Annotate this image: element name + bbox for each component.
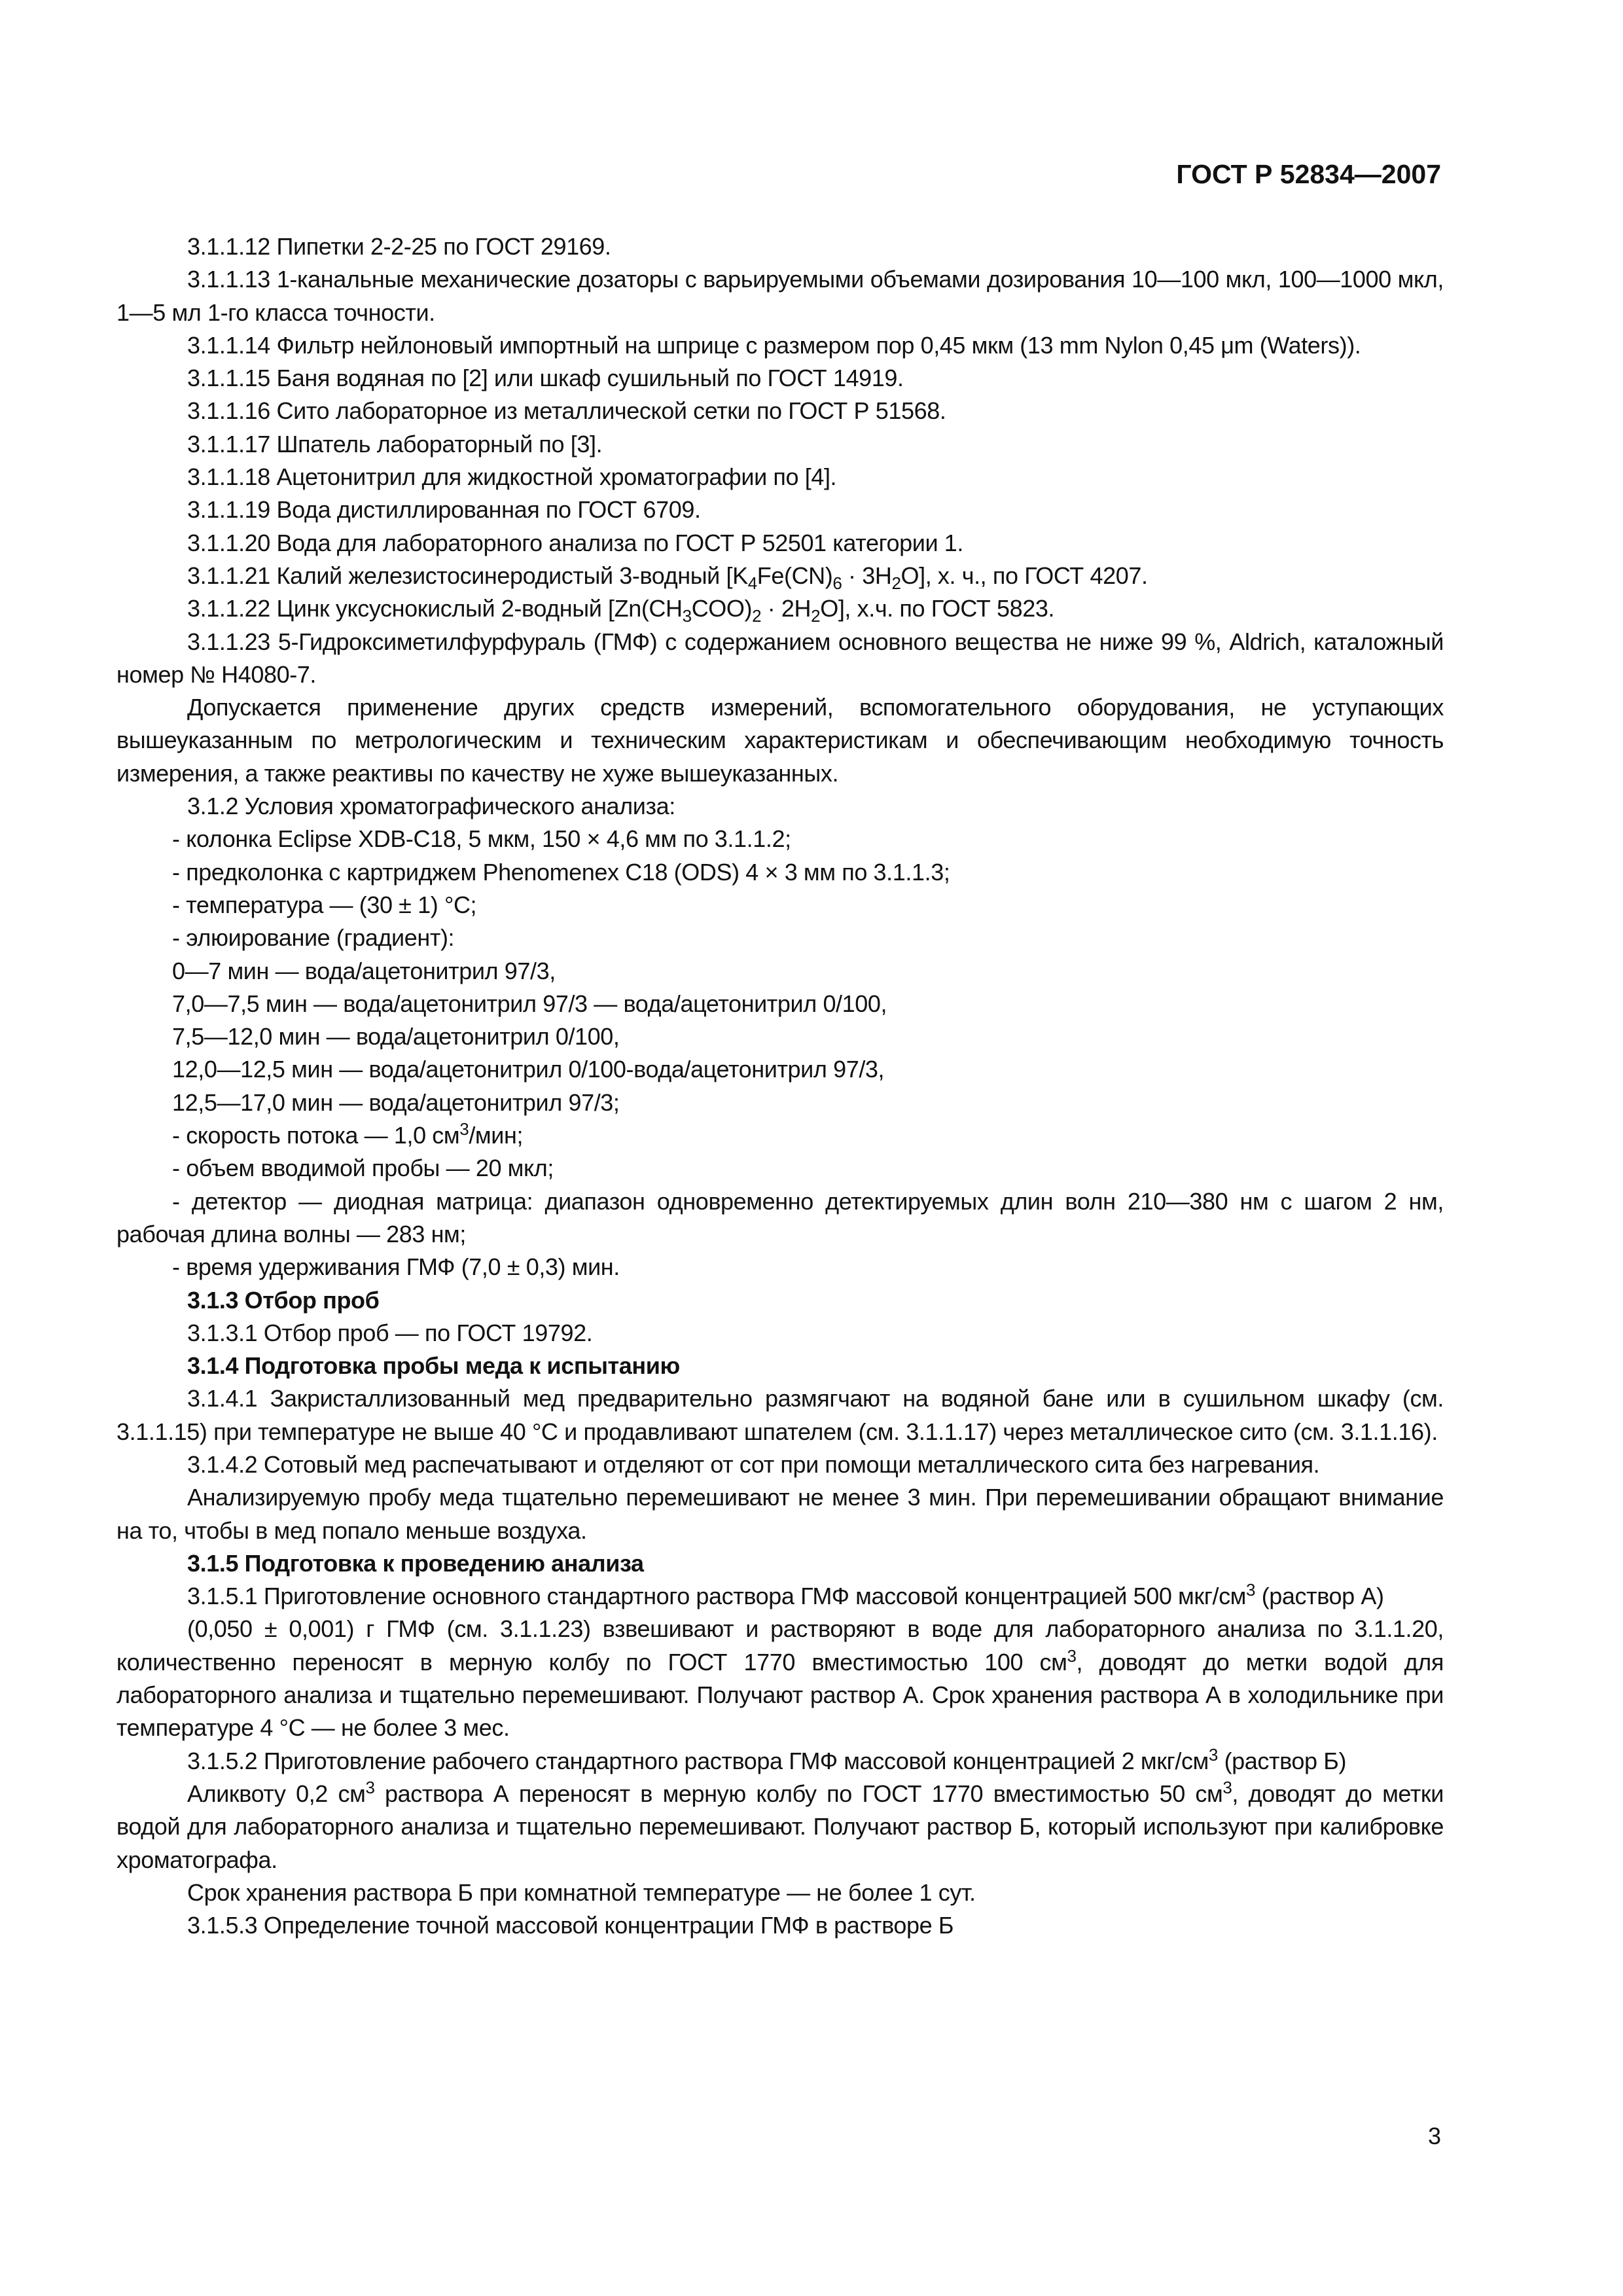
document-body [116, 230, 1444, 1942]
analysis-heading: 3.1.5 Подготовка к проведению анализа [187, 1549, 644, 1577]
sampling-heading: 3.1.3 Отбор проб [187, 1286, 380, 1314]
condition-detector: - детектор — диодная матрица: диапазон одновременно детектируемых длин волн 210—380 нм с шагом 2 нм, рабочая длина волны — 283 нм; [116, 1187, 1444, 1247]
analysis-paragraph-6: 3.1.5.3 Определение точной массовой концентрации ГМФ в растворе Б [187, 1912, 954, 1939]
item-3-1-1-12: 3.1.1.12 Пипетки 2-2-25 по ГОСТ 29169. [187, 233, 611, 260]
gradient-step: 0—7 мин — вода/ацетонитрил 97/3, [172, 957, 556, 984]
analysis-paragraph-3: 3.1.5.2 Приготовление рабочего стандартного раствора ГМФ массовой концентрацией 2 мкг/$см^3$ (раствор Б) [187, 1744, 1347, 1774]
condition-retention-time: - время удерживания ГМФ (7,0 ± 0,3) мин. [172, 1253, 620, 1281]
condition-elution: - элюирование (градиент): [172, 924, 455, 952]
analysis-paragraph-5: Срок хранения раствора Б при комнатной температуре — не более 1 сут. [187, 1878, 976, 1906]
item-3-1-1-23: 3.1.1.23 5-Гидроксиметилфурфураль (ГМФ) с содержанием основного вещества не ниже 99 %, Aldrich, каталожный номер № H4080-7. [116, 628, 1444, 688]
page-number: 3 [1427, 2123, 1441, 2149]
item-3-1-1-16: 3.1.1.16 Сито лабораторное из металлической сетки по ГОСТ Р 51568. [187, 397, 946, 425]
item-3-1-1-15: 3.1.1.15 Баня водяная по [2] или шкаф сушильный по ГОСТ 14919. [187, 365, 904, 392]
gradient-step: 7,0—7,5 мин — вода/ацетонитрил 97/3 — вода/ацетонитрил 0/100, [172, 990, 887, 1017]
preparation-paragraph-3: Анализируемую пробу меда тщательно перемешивают не менее 3 мин. При перемешивании обращают внимание на то, чтобы в мед попало меньше воздуха. [116, 1484, 1444, 1544]
analysis-paragraph-4: Аликвоту 0,2 $см^3$ раствора А переносят в мерную колбу по ГОСТ 1770 вместимостью 50 $см^3$, доводят до метки водой для лабораторного анализа и тщательно перемешивают. Получают раствор Б, который используют при калибровке хроматографа. [116, 1777, 1444, 1873]
item-3-1-1-17: 3.1.1.17 Шпатель лабораторный по [3]. [187, 430, 603, 457]
condition-injection-volume: - объем вводимой пробы — 20 мкл; [172, 1155, 554, 1182]
item-3-1-1-19: 3.1.1.19 Вода дистиллированная по ГОСТ 6709. [187, 496, 701, 524]
preparation-heading: 3.1.4 Подготовка пробы меда к испытанию [187, 1352, 680, 1380]
item-3-1-1-13: 3.1.1.13 1-канальные механические дозаторы с варьируемыми объемами дозирования 10—100 мкл, 100—1000 мкл, 1—5 мл 1-го класса точности. [116, 266, 1444, 326]
analysis-paragraph-2: (0,050 ± 0,001) г ГМФ (см. 3.1.1.23) взвешивают и растворяют в воде для лабораторного анализа по 3.1.1.20, количественно переносят в мерную колбу по ГОСТ 1770 вместимостью 100 $см^3$, доводят до метки водой для лабораторного анализа и тщательно перемешивают. Получают раствор А. Срок хранения раствора А в холодильнике при температуре 4 °C — не более 3 мес. [116, 1615, 1444, 1742]
gradient-step: 12,0—12,5 мин — вода/ацетонитрил 0/100-вода/ацетонитрил 97/3, [172, 1056, 885, 1083]
analysis-paragraph-1: 3.1.5.1 Приготовление основного стандартного раствора ГМФ массовой концентрацией 500 мкг/$см^3$ (раствор А) [187, 1580, 1384, 1610]
gradient-step: 12,5—17,0 мин — вода/ацетонитрил 97/3; [172, 1088, 620, 1116]
item-3-1-1-21: 3.1.1.21 Калий железистосинеродистый 3-водный $[K_4Fe(CN)_6 \cdot 3H_2O]$, х. ч., по ГОСТ 4207. [187, 562, 1148, 594]
item-3-1-1-20: 3.1.1.20 Вода для лабораторного анализа по ГОСТ Р 52501 категории 1. [187, 529, 963, 556]
item-3-1-1-22: 3.1.1.22 Цинк уксуснокислый 2-водный $[Zn(CH_3COO)_2 \cdot 2H_2O]$, х.ч. по ГОСТ 5823. [187, 595, 1055, 626]
item-3-1-1-14: 3.1.1.14 Фильтр нейлоновый импортный на шприце с размером пор 0,45 мкм (13 mm Nylon 0,45 μm (Waters)). [187, 331, 1361, 359]
conditions-heading: 3.1.2 Условия хроматографического анализа: [187, 793, 675, 820]
preparation-paragraph-2: 3.1.4.2 Сотовый мед распечатывают и отделяют от сот при помощи металлического сита без нагревания. [187, 1450, 1320, 1478]
document-code-header: ГОСТ Р 52834—2007 [1176, 159, 1441, 189]
allowance-paragraph: Допускается применение других средств измерений, вспомогательного оборудования, не уступающих вышеуказанным по метрологическим и техническим характеристикам и обеспечивающим необходимую точность измерения, а также реактивы по качеству не хуже вышеуказанных. [116, 694, 1444, 787]
condition-column: - колонка Eclipse XDB-C18, 5 мкм, 150 × 4,6 мм по 3.1.1.2; [172, 825, 791, 853]
condition-precolumn: - предколонка с картриджем Phenomenex C18 (ODS) 4 × 3 мм по 3.1.1.3; [172, 858, 950, 886]
gradient-step: 7,5—12,0 мин — вода/ацетонитрил 0/100, [172, 1023, 620, 1050]
item-3-1-1-18: 3.1.1.18 Ацетонитрил для жидкостной хроматографии по [4]. [187, 463, 837, 491]
sampling-paragraph: 3.1.3.1 Отбор проб — по ГОСТ 19792. [187, 1319, 593, 1346]
preparation-paragraph-1: 3.1.4.1 Закристаллизованный мед предварительно размягчают на водяной бане или в сушильном шкафу (см. 3.1.1.15) при температуре не выше 40 °C и продавливают шпателем (см. 3.1.1.17) через металлическое сито (см. 3.1.1.16). [116, 1385, 1444, 1445]
condition-temperature: - температура — (30 ± 1) °C; [172, 891, 477, 918]
condition-flow-rate: - скорость потока — 1,0 $см^3$/мин; [172, 1119, 524, 1149]
